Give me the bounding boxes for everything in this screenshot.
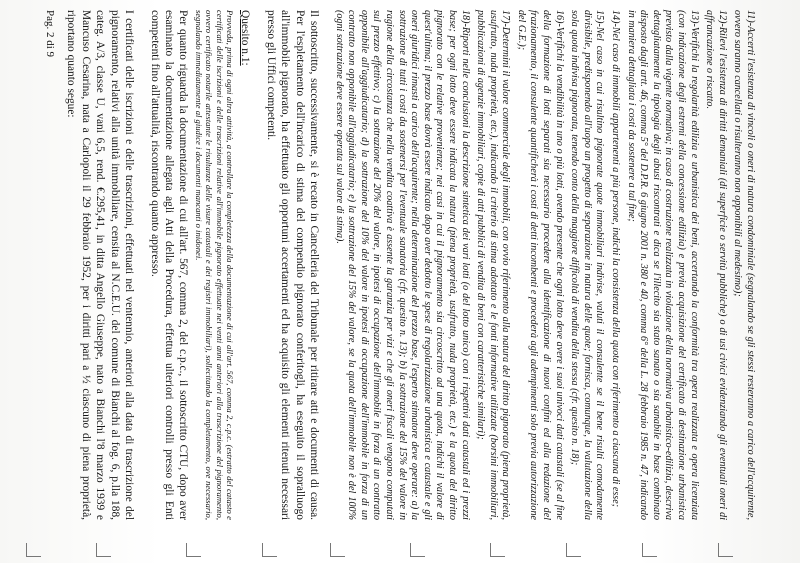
quesito-heading: Quesito n.1: (239, 10, 252, 66)
binding-mark (186, 543, 201, 557)
binding-mark (330, 543, 345, 557)
binding-mark (26, 543, 41, 557)
page-number: Pag. 2 di 9 (44, 10, 57, 58)
paragraph-12: 12)-Rilevi l'esistenza di diritti demaniali (di superficie o servitù pubbliche) o di usi civici evidenziando gli eventuali oneri di affrancazione o riscatto. (704, 10, 728, 520)
paragraph-documentazione: Per quanto riguarda la documentazione di cui all'art. 567, comma 2, del c.p.c., il sottoscritto CTU, dopo aver esaminato la documentazione allegata agli Atti della Procedura, effettua ulteriori controlli presso gli Enti competenti fino all'attualità, riscontrando quanto appresso. (148, 10, 190, 520)
paragraph-14: 14)-Nel caso di immobili appartenenti a più persone, indichi la consistenza della quota con riferimento a ciascuna di esse; (610, 10, 622, 508)
binding-mark (96, 543, 111, 557)
paragraph-16: 16)-Verifichi la vendibilità in uno o più lotti, avendo presente che ogni lotto deve avere i suoi univoci dati catastali (se al fine della formazione di lotti separati sia necessario procedere alla identificazione di nuovi confini ed alla redazione del frazionamento, il consulente quantificherà i costi di detti incombenti e procederà agli adempimenti solo previa autorizzazione del G.E.); (515, 10, 565, 520)
binding-mark (642, 543, 657, 557)
binding-mark (410, 543, 425, 557)
binding-mark (718, 543, 733, 557)
paragraph-11: 11)-Accerti l'esistenza di vincoli o oneri di natura condominiale (segnalando se gli stessi resteranno a carico dell'acquirente, ovvero saranno cancellati o risulteranno non opponibili al medesimo); (732, 10, 756, 520)
binding-mark (262, 543, 277, 557)
paragraph-18: 18)-Riporti nelle conclusioni la descrizione sintetica dei vari lotti (o del lotto unico) con i rispettivi dati catastali ed i prezzi base; per ogni lotto deve essere indicata la natura (piena proprietà, usufrutto, nuda proprietà, etc.) e la quota del diritto pignorato con le relative provenienze; nei casi in cui il pignoramento sia circoscritto ad una quota, indichi il valore di quest'ultima; il prezzo base dovrà essere indicato dopo aver dedotto le spese di regolarizzazione urbanistica e catastale e gli oneri giuridici rimasti a carico dell'acquirente; nella determinazione del prezzo base, l'esperto stimatore deve operare: a) la sottrazione di tutti i costi da sostenersi per l'eventuale sanatoria (cfr. quesito n. 13); b) la sottrazione del 15% del valore in ragione della circostanza che nella vendita coattiva è assente la garanzia per vizi e che gli oneri fiscali vengono computati sul prezzo effettivo; c) la sottrazione del 20% del valore, in ipotesi di occupazione dell'immobile in forza di un contratto opponibile all'aggiudicatario; d) la sottrazione del 10% del valore in ipotesi di occupazione dell'immobile in forza di un contratto non opponibile all'aggiudicatario; e) la sottrazione del 15% del valore, se la quota dell'immobile non è del 100% (ogni sottrazione deve essere operata sul valore di stima). (333, 10, 471, 520)
quesito-text: Provveda, prima di ogni altra attività, a controllare la completezza della documentazione di cui all'art. 567, comma 2, c.p.c. (estratto del catasto e certificati delle iscrizioni e delle trascrizioni relative all'immobile pignorato effettuate nei venti anni anteriori alla trascrizione del pignoramento, ovvero certificato notarile attestante le risultanze delle visure catastali e dei registri immobiliari), sollecitando la completamento, ove necessario, segnalando immediatamente al giudice i documenti mancanti o inidonei. (193, 10, 235, 520)
rotated-text-block (44, 10, 756, 520)
paragraph-13: 13)-Verifichi la regolarità edilizia e urbanistica dei beni, accertando la conformità tra opera realizzata e opera licenziata (con indicazione degli estremi della concessione edilizia) e previa acquisizione del certificato di destinazione urbanistica previsto dalla vigente normativa; in caso di costruzione realizzata in violazione della normativa urbanistico-edilizia, descriva dettagliatamente la tipologia degli abusi riscontrati e dica se l'illecito sia stato sanato o sia sanabile in base combinato disposto dagli artt. 46, comma 5° del D.P.R. 6 giugno 2001 n. 380 e 40, comma 6° della L. 28 febbraio 1985 n. 47, indicando in maniera dettagliata i costi da sostenere a tal fine; (625, 10, 700, 520)
paragraph-17: 17)-Determini il valore commerciale degli immobili, con ovvio riferimento alla natura del diritto pignorato (piena proprietà, usufrutto, nuda proprietà, etc.), indicando il criterio di stima adottato e le fonti informative utilizzate (borsini immobiliari, pubblicazioni di agenzie immobiliari, copie di atti pubblici di vendita di beni con caratteristiche similari); (475, 10, 512, 520)
paragraph-sottoscritto: Il sottoscritto, successivamente, si è recato in Cancelleria del Tribunale per ritirare atti e documenti di causa. Per l'espletamento dell'incarico di stima del compendio pignorato conferitogli, ha eseguito il sopralluogo all'immobile pignorato, ha effettuato gli opportuni accertamenti ed ha acquisito gli elementi ritenuti necessari presso gli Uffici competenti. (264, 10, 320, 520)
binding-mark (490, 543, 505, 557)
paragraph-certificati: I certificati delle iscrizioni e delle trascrizioni, effettuati nel ventennio, anteriori alla data di trascrizione del pignoramento, relativi alla unità immobiliare, censita al N.C.E.U. del comune di Bianchi al fog. 6, p.lla 188, categ. A/3, classe U, vani 6,5, rend. €.295,41, in ditta Angello Giuseppe, nato a Bianchi l'8 marzo 1939 e Mancuso Cesarina, nata a Carlopoli il 29 febbraio 1952, per i diritti pari a ½ ciascuno di piena proprietà, riportano quanto segue: (65, 10, 136, 520)
paragraph-15: 15)-Nel caso in cui risultino pignorate quote immobiliari indivise, valuti il consulente se il bene risulti comodamente divisibile, predisponendo all'uopo un progetto di separazione in natura delle quote; fornisca, comunque, la valutazione della sola quota indivisa pignorata, tenendo conto della maggiore difficoltà di vendita della stessa (cfr. quesito n. 18); (569, 10, 606, 520)
binding-mark (566, 543, 581, 557)
